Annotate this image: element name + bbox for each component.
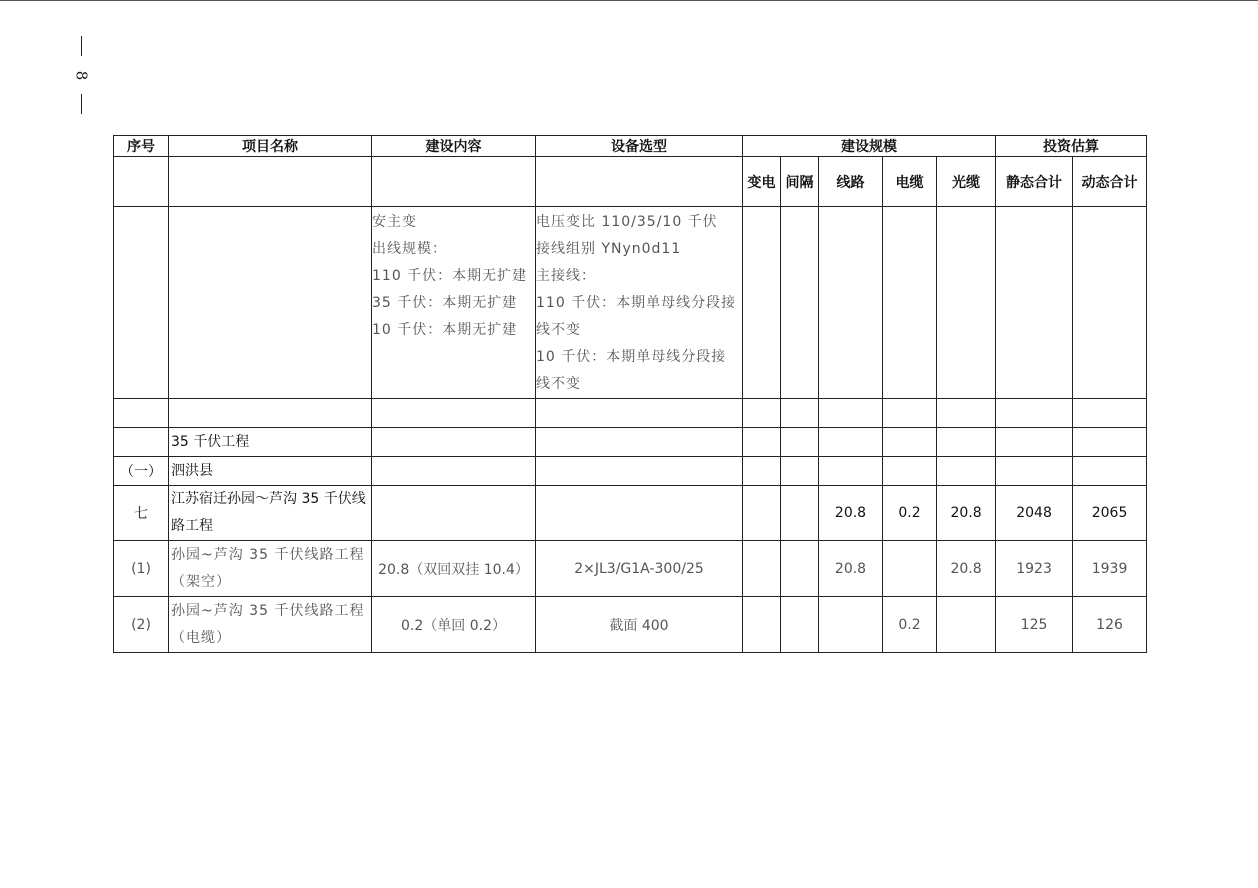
item-equipment: 截面 400 — [536, 597, 743, 653]
table-row-section — [114, 428, 1147, 457]
page-number-bar-top — [81, 36, 82, 56]
cell-empty — [114, 428, 169, 457]
cell-empty — [1073, 457, 1147, 486]
cell-empty — [883, 457, 937, 486]
top-rule — [0, 0, 1258, 1]
cell-equipment-lines — [536, 207, 743, 399]
header-blank — [169, 157, 372, 207]
cell-empty — [996, 399, 1073, 428]
cell-empty — [743, 399, 781, 428]
equipment-line: 线不变 — [536, 322, 581, 338]
cell-empty — [1073, 428, 1147, 457]
cell-empty — [937, 399, 996, 428]
project-name: 江苏宿迁孙园～芦沟 35 千伏线路工程 — [169, 486, 372, 541]
header-row-1 — [114, 136, 1147, 157]
item-content: 20.8（双回双挂 10.4） — [372, 541, 536, 597]
item-name: 孙园~芦沟 35 千伏线路工程（电缆） — [169, 597, 372, 653]
header-invest: 投资估算 — [996, 136, 1147, 157]
equipment-line: 电压变比 110/35/10 千伏 — [536, 214, 718, 230]
item-seq: (1) — [114, 541, 169, 597]
cell-empty — [536, 428, 743, 457]
header-name: 项目名称 — [169, 136, 372, 157]
item-static-total: 1923 — [996, 541, 1073, 597]
project-table — [113, 135, 1147, 653]
header-fiber: 光缆 — [937, 157, 996, 207]
content-line: 出线规模： — [372, 241, 447, 257]
cell-empty — [937, 457, 996, 486]
table-row-project — [114, 486, 1147, 541]
header-bay: 间隔 — [781, 157, 819, 207]
header-static-total: 静态合计 — [996, 157, 1073, 207]
page-number-bar-bottom — [81, 94, 82, 114]
table-row-county — [114, 457, 1147, 486]
header-row-2 — [114, 157, 1147, 207]
table-row-item — [114, 597, 1147, 653]
cell-empty — [996, 207, 1073, 399]
cell-empty — [883, 207, 937, 399]
cell-empty — [536, 486, 743, 541]
content-line: 110 千伏：本期无扩建 — [372, 268, 528, 284]
project-dynamic-total: 2065 — [1073, 486, 1147, 541]
cell-empty — [372, 486, 536, 541]
project-static-total: 2048 — [996, 486, 1073, 541]
item-dynamic-total: 126 — [1073, 597, 1147, 653]
cell-empty — [819, 597, 883, 653]
cell-content-lines — [372, 207, 536, 399]
county-seq: （一） — [114, 457, 169, 486]
cell-empty — [819, 207, 883, 399]
cell-empty — [819, 428, 883, 457]
page-number — [62, 36, 100, 114]
county-name: 泗洪县 — [169, 457, 372, 486]
header-content: 建设内容 — [372, 136, 536, 157]
cell-empty — [743, 457, 781, 486]
cell-empty — [114, 399, 169, 428]
project-seq: 七 — [114, 486, 169, 541]
cell-empty — [114, 207, 169, 399]
equipment-line: 主接线： — [536, 268, 596, 284]
cell-empty — [937, 207, 996, 399]
cell-empty — [536, 399, 743, 428]
header-dynamic-total: 动态合计 — [1073, 157, 1147, 207]
content-line: 35 千伏：本期无扩建 — [372, 295, 518, 311]
cell-empty — [1073, 207, 1147, 399]
cell-empty — [372, 399, 536, 428]
content-line: 10 千伏：本期无扩建 — [372, 322, 518, 338]
cell-empty — [1073, 399, 1147, 428]
item-fiber: 20.8 — [937, 541, 996, 597]
project-cable: 0.2 — [883, 486, 937, 541]
header-blank — [114, 157, 169, 207]
header-equipment: 设备选型 — [536, 136, 743, 157]
cell-empty — [781, 486, 819, 541]
cell-empty — [743, 486, 781, 541]
cell-empty — [781, 597, 819, 653]
cell-empty — [781, 457, 819, 486]
header-scale: 建设规模 — [743, 136, 996, 157]
item-line: 20.8 — [819, 541, 883, 597]
cell-empty — [937, 428, 996, 457]
equipment-line: 110 千伏：本期单母线分段接 — [536, 295, 737, 311]
cell-empty — [169, 399, 372, 428]
cell-empty — [996, 457, 1073, 486]
cell-empty — [781, 541, 819, 597]
item-cable: 0.2 — [883, 597, 937, 653]
cell-empty — [937, 597, 996, 653]
table-row-empty — [114, 399, 1147, 428]
cell-empty — [169, 207, 372, 399]
cell-empty — [883, 541, 937, 597]
header-cable: 电缆 — [883, 157, 937, 207]
cell-empty — [372, 457, 536, 486]
item-equipment: 2×JL3/G1A-300/25 — [536, 541, 743, 597]
content-line: 安主变 — [372, 214, 417, 230]
page-number-text: 8 — [72, 70, 91, 80]
cell-empty — [883, 399, 937, 428]
item-name: 孙园~芦沟 35 千伏线路工程（架空） — [169, 541, 372, 597]
cell-empty — [996, 428, 1073, 457]
cell-empty — [743, 541, 781, 597]
cell-empty — [781, 207, 819, 399]
project-fiber: 20.8 — [937, 486, 996, 541]
equipment-line: 线不变 — [536, 376, 581, 392]
header-blank — [536, 157, 743, 207]
cell-empty — [883, 428, 937, 457]
item-static-total: 125 — [996, 597, 1073, 653]
cell-empty — [743, 428, 781, 457]
table-row-item — [114, 541, 1147, 597]
cell-empty — [819, 399, 883, 428]
header-seq: 序号 — [114, 136, 169, 157]
cell-empty — [743, 207, 781, 399]
cell-empty — [536, 457, 743, 486]
item-content: 0.2（单回 0.2） — [372, 597, 536, 653]
header-blank — [372, 157, 536, 207]
cell-empty — [372, 428, 536, 457]
cell-empty — [781, 428, 819, 457]
cell-empty — [781, 399, 819, 428]
cell-empty — [743, 597, 781, 653]
section-title: 35 千伏工程 — [169, 428, 372, 457]
table-row-substation — [114, 207, 1147, 399]
cell-empty — [819, 457, 883, 486]
item-dynamic-total: 1939 — [1073, 541, 1147, 597]
project-line: 20.8 — [819, 486, 883, 541]
header-line: 线路 — [819, 157, 883, 207]
header-substation: 变电 — [743, 157, 781, 207]
equipment-line: 接线组别 YNyn0d11 — [536, 241, 682, 257]
item-seq: (2) — [114, 597, 169, 653]
equipment-line: 10 千伏：本期单母线分段接 — [536, 349, 727, 365]
